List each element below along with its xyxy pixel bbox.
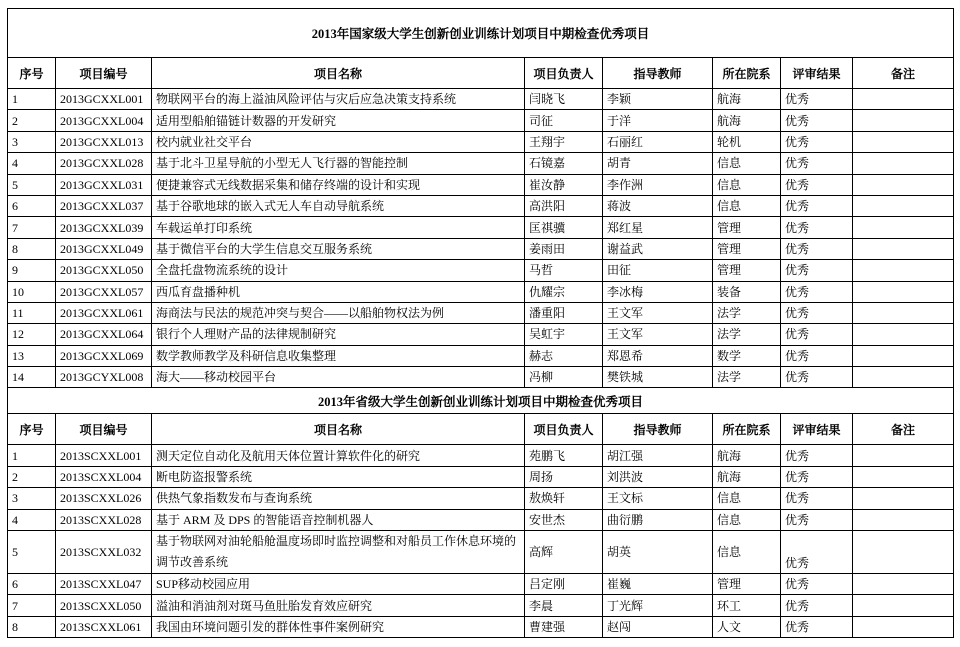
cell-code: 2013GCXXL069 bbox=[56, 345, 152, 366]
cell-advisor: 李冰梅 bbox=[603, 281, 713, 302]
cell-note bbox=[853, 595, 954, 616]
table-row bbox=[8, 238, 954, 259]
cell-result: 优秀 bbox=[781, 110, 853, 131]
cell-advisor: 丁光辉 bbox=[603, 595, 713, 616]
header-advisor: 指导教师 bbox=[603, 414, 713, 445]
table-row bbox=[8, 281, 954, 302]
cell-advisor: 曲衍鹏 bbox=[603, 509, 713, 530]
cell-name: 基于谷歌地球的嵌入式无人车自动导航系统 bbox=[152, 195, 525, 216]
cell-code: 2013GCXXL039 bbox=[56, 217, 152, 238]
table-row bbox=[8, 131, 954, 152]
cell-result: 优秀 bbox=[781, 367, 853, 388]
cell-code: 2013GCXXL037 bbox=[56, 195, 152, 216]
cell-leader: 司征 bbox=[525, 110, 603, 131]
cell-seq: 13 bbox=[8, 345, 56, 366]
cell-seq: 14 bbox=[8, 367, 56, 388]
cell-name: 溢油和消油剂对斑马鱼肚胎发育效应研究 bbox=[152, 595, 525, 616]
cell-name: 车载运单打印系统 bbox=[152, 217, 525, 238]
section2-title-row bbox=[8, 388, 954, 414]
cell-leader: 仇耀宗 bbox=[525, 281, 603, 302]
cell-name: 适用型船舶锚链计数器的开发研究 bbox=[152, 110, 525, 131]
cell-seq: 11 bbox=[8, 302, 56, 323]
cell-seq: 8 bbox=[8, 238, 56, 259]
header-note: 备注 bbox=[853, 414, 954, 445]
cell-leader: 姜雨田 bbox=[525, 238, 603, 259]
cell-name: 基于北斗卫星导航的小型无人飞行器的智能控制 bbox=[152, 153, 525, 174]
cell-result: 优秀 bbox=[781, 531, 853, 574]
table-row bbox=[8, 217, 954, 238]
cell-leader: 高辉 bbox=[525, 531, 603, 574]
cell-advisor: 胡江强 bbox=[603, 445, 713, 466]
cell-note bbox=[853, 324, 954, 345]
cell-name: 全盘托盘物流系统的设计 bbox=[152, 260, 525, 281]
cell-leader: 冯柳 bbox=[525, 367, 603, 388]
table-row bbox=[8, 324, 954, 345]
cell-department: 管理 bbox=[713, 217, 781, 238]
cell-note bbox=[853, 238, 954, 259]
cell-department: 管理 bbox=[713, 574, 781, 595]
cell-department: 管理 bbox=[713, 260, 781, 281]
cell-leader: 崔汝静 bbox=[525, 174, 603, 195]
table-row bbox=[8, 345, 954, 366]
cell-name: 断电防盗报警系统 bbox=[152, 466, 525, 487]
table-row bbox=[8, 89, 954, 110]
header-seq: 序号 bbox=[8, 58, 56, 89]
cell-note bbox=[853, 531, 954, 574]
cell-name: 便捷兼容式无线数据采集和储存终端的设计和实现 bbox=[152, 174, 525, 195]
cell-name: 物联网平台的海上溢油风险评估与灾后应急决策支持系统 bbox=[152, 89, 525, 110]
cell-department: 法学 bbox=[713, 367, 781, 388]
cell-note bbox=[853, 509, 954, 530]
cell-seq: 3 bbox=[8, 488, 56, 509]
cell-department: 信息 bbox=[713, 488, 781, 509]
cell-seq: 4 bbox=[8, 153, 56, 174]
cell-leader: 匡祺骥 bbox=[525, 217, 603, 238]
cell-seq: 12 bbox=[8, 324, 56, 345]
cell-name: 基于 ARM 及 DPS 的智能语音控制机器人 bbox=[152, 509, 525, 530]
table-row bbox=[8, 195, 954, 216]
section2-header-row bbox=[8, 414, 954, 445]
cell-advisor: 王文标 bbox=[603, 488, 713, 509]
cell-department: 数学 bbox=[713, 345, 781, 366]
cell-name: 基于物联网对油轮船舱温度场即时监控调整和对船员工作休息环境的调节改善系统 bbox=[152, 531, 525, 574]
header-name: 项目名称 bbox=[152, 414, 525, 445]
cell-seq: 1 bbox=[8, 445, 56, 466]
section1-header-row bbox=[8, 58, 954, 89]
table-row bbox=[8, 445, 954, 466]
cell-result: 优秀 bbox=[781, 89, 853, 110]
cell-name: 我国由环境问题引发的群体性事件案例研究 bbox=[152, 616, 525, 637]
table-row bbox=[8, 574, 954, 595]
cell-result: 优秀 bbox=[781, 174, 853, 195]
cell-name: 海大——移动校园平台 bbox=[152, 367, 525, 388]
cell-note bbox=[853, 616, 954, 637]
cell-code: 2013SCXXL032 bbox=[56, 531, 152, 574]
table-row bbox=[8, 302, 954, 323]
cell-note bbox=[853, 153, 954, 174]
cell-result: 优秀 bbox=[781, 509, 853, 530]
cell-code: 2013SCXXL061 bbox=[56, 616, 152, 637]
cell-name: 银行个人理财产品的法律规制研究 bbox=[152, 324, 525, 345]
cell-note bbox=[853, 89, 954, 110]
cell-department: 法学 bbox=[713, 302, 781, 323]
cell-result: 优秀 bbox=[781, 324, 853, 345]
cell-code: 2013GCXXL031 bbox=[56, 174, 152, 195]
cell-department: 信息 bbox=[713, 531, 781, 574]
cell-code: 2013GCXXL001 bbox=[56, 89, 152, 110]
cell-seq: 10 bbox=[8, 281, 56, 302]
cell-result: 优秀 bbox=[781, 445, 853, 466]
cell-leader: 李晨 bbox=[525, 595, 603, 616]
cell-seq: 4 bbox=[8, 509, 56, 530]
cell-department: 航海 bbox=[713, 445, 781, 466]
table-row bbox=[8, 367, 954, 388]
cell-name: 数学教师教学及科研信息收集整理 bbox=[152, 345, 525, 366]
table-row bbox=[8, 110, 954, 131]
cell-advisor: 崔巍 bbox=[603, 574, 713, 595]
cell-code: 2013GCXXL013 bbox=[56, 131, 152, 152]
cell-leader: 高洪阳 bbox=[525, 195, 603, 216]
cell-result: 优秀 bbox=[781, 153, 853, 174]
header-result: 评审结果 bbox=[781, 414, 853, 445]
cell-advisor: 王文军 bbox=[603, 324, 713, 345]
cell-note bbox=[853, 217, 954, 238]
cell-seq: 7 bbox=[8, 595, 56, 616]
table-row bbox=[8, 153, 954, 174]
cell-leader: 王翔宇 bbox=[525, 131, 603, 152]
cell-result: 优秀 bbox=[781, 131, 853, 152]
cell-name: 西瓜育盘播种机 bbox=[152, 281, 525, 302]
cell-result: 优秀 bbox=[781, 217, 853, 238]
cell-department: 信息 bbox=[713, 509, 781, 530]
cell-seq: 5 bbox=[8, 531, 56, 574]
table-row bbox=[8, 595, 954, 616]
cell-advisor: 王文军 bbox=[603, 302, 713, 323]
cell-note bbox=[853, 488, 954, 509]
cell-advisor: 郑恩希 bbox=[603, 345, 713, 366]
cell-department: 环工 bbox=[713, 595, 781, 616]
cell-seq: 3 bbox=[8, 131, 56, 152]
cell-code: 2013GCYXL008 bbox=[56, 367, 152, 388]
cell-leader: 马哲 bbox=[525, 260, 603, 281]
cell-code: 2013SCXXL001 bbox=[56, 445, 152, 466]
cell-result: 优秀 bbox=[781, 488, 853, 509]
cell-advisor: 田征 bbox=[603, 260, 713, 281]
cell-advisor: 刘洪波 bbox=[603, 466, 713, 487]
cell-name: 供热气象指数发布与查询系统 bbox=[152, 488, 525, 509]
header-leader: 项目负责人 bbox=[525, 58, 603, 89]
cell-seq: 6 bbox=[8, 195, 56, 216]
cell-seq: 8 bbox=[8, 616, 56, 637]
cell-leader: 吴虹宇 bbox=[525, 324, 603, 345]
cell-result: 优秀 bbox=[781, 595, 853, 616]
cell-note bbox=[853, 110, 954, 131]
cell-leader: 安世杰 bbox=[525, 509, 603, 530]
cell-result: 优秀 bbox=[781, 195, 853, 216]
cell-department: 信息 bbox=[713, 153, 781, 174]
cell-department: 航海 bbox=[713, 110, 781, 131]
cell-name: 校内就业社交平台 bbox=[152, 131, 525, 152]
cell-seq: 7 bbox=[8, 217, 56, 238]
cell-note bbox=[853, 174, 954, 195]
cell-advisor: 谢益武 bbox=[603, 238, 713, 259]
cell-result: 优秀 bbox=[781, 345, 853, 366]
cell-department: 航海 bbox=[713, 89, 781, 110]
cell-department: 装备 bbox=[713, 281, 781, 302]
cell-code: 2013GCXXL004 bbox=[56, 110, 152, 131]
cell-advisor: 石丽红 bbox=[603, 131, 713, 152]
cell-code: 2013SCXXL047 bbox=[56, 574, 152, 595]
cell-leader: 曹建强 bbox=[525, 616, 603, 637]
cell-seq: 2 bbox=[8, 466, 56, 487]
cell-department: 信息 bbox=[713, 195, 781, 216]
cell-advisor: 赵闯 bbox=[603, 616, 713, 637]
header-result: 评审结果 bbox=[781, 58, 853, 89]
cell-note bbox=[853, 466, 954, 487]
table-row bbox=[8, 509, 954, 530]
cell-name: 测天定位自动化及航用天体位置计算软件化的研究 bbox=[152, 445, 525, 466]
cell-seq: 2 bbox=[8, 110, 56, 131]
cell-result: 优秀 bbox=[781, 260, 853, 281]
cell-note bbox=[853, 345, 954, 366]
header-department: 所在院系 bbox=[713, 414, 781, 445]
cell-code: 2013GCXXL057 bbox=[56, 281, 152, 302]
cell-result: 优秀 bbox=[781, 238, 853, 259]
cell-note bbox=[853, 260, 954, 281]
header-name: 项目名称 bbox=[152, 58, 525, 89]
cell-department: 法学 bbox=[713, 324, 781, 345]
section1-title-row bbox=[8, 9, 954, 58]
cell-leader: 赫志 bbox=[525, 345, 603, 366]
cell-leader: 周扬 bbox=[525, 466, 603, 487]
cell-advisor: 胡青 bbox=[603, 153, 713, 174]
header-code: 项目编号 bbox=[56, 58, 152, 89]
cell-leader: 吕定刚 bbox=[525, 574, 603, 595]
cell-result: 优秀 bbox=[781, 616, 853, 637]
cell-department: 航海 bbox=[713, 466, 781, 487]
cell-seq: 9 bbox=[8, 260, 56, 281]
cell-note bbox=[853, 367, 954, 388]
cell-leader: 石镜嘉 bbox=[525, 153, 603, 174]
table-row bbox=[8, 531, 954, 574]
table-row bbox=[8, 616, 954, 637]
header-advisor: 指导教师 bbox=[603, 58, 713, 89]
cell-seq: 5 bbox=[8, 174, 56, 195]
cell-department: 人文 bbox=[713, 616, 781, 637]
header-seq: 序号 bbox=[8, 414, 56, 445]
cell-code: 2013GCXXL050 bbox=[56, 260, 152, 281]
cell-result: 优秀 bbox=[781, 574, 853, 595]
cell-code: 2013SCXXL050 bbox=[56, 595, 152, 616]
section1-title: 2013年国家级大学生创新创业训练计划项目中期检查优秀项目 bbox=[8, 9, 954, 58]
cell-leader: 闫晓飞 bbox=[525, 89, 603, 110]
cell-seq: 1 bbox=[8, 89, 56, 110]
cell-note bbox=[853, 302, 954, 323]
cell-department: 轮机 bbox=[713, 131, 781, 152]
cell-advisor: 樊铁城 bbox=[603, 367, 713, 388]
cell-note bbox=[853, 445, 954, 466]
header-leader: 项目负责人 bbox=[525, 414, 603, 445]
cell-seq: 6 bbox=[8, 574, 56, 595]
document bbox=[7, 8, 953, 638]
cell-result: 优秀 bbox=[781, 466, 853, 487]
cell-note bbox=[853, 195, 954, 216]
cell-advisor: 李作洲 bbox=[603, 174, 713, 195]
cell-result: 优秀 bbox=[781, 281, 853, 302]
header-code: 项目编号 bbox=[56, 414, 152, 445]
cell-advisor: 胡英 bbox=[603, 531, 713, 574]
cell-note bbox=[853, 131, 954, 152]
cell-note bbox=[853, 281, 954, 302]
cell-advisor: 于洋 bbox=[603, 110, 713, 131]
header-note: 备注 bbox=[853, 58, 954, 89]
cell-code: 2013SCXXL026 bbox=[56, 488, 152, 509]
cell-name: SUP移动校园应用 bbox=[152, 574, 525, 595]
cell-code: 2013SCXXL004 bbox=[56, 466, 152, 487]
cell-code: 2013GCXXL049 bbox=[56, 238, 152, 259]
cell-code: 2013GCXXL061 bbox=[56, 302, 152, 323]
cell-leader: 苑鹏飞 bbox=[525, 445, 603, 466]
cell-name: 基于微信平台的大学生信息交互服务系统 bbox=[152, 238, 525, 259]
cell-code: 2013GCXXL064 bbox=[56, 324, 152, 345]
cell-department: 信息 bbox=[713, 174, 781, 195]
cell-leader: 潘重阳 bbox=[525, 302, 603, 323]
cell-name: 海商法与民法的规范冲突与契合——以船舶物权法为例 bbox=[152, 302, 525, 323]
cell-advisor: 郑红星 bbox=[603, 217, 713, 238]
cell-note bbox=[853, 574, 954, 595]
cell-leader: 敖焕轩 bbox=[525, 488, 603, 509]
section2-title: 2013年省级大学生创新创业训练计划项目中期检查优秀项目 bbox=[8, 388, 954, 414]
table-row bbox=[8, 466, 954, 487]
table-row bbox=[8, 260, 954, 281]
cell-department: 管理 bbox=[713, 238, 781, 259]
project-table bbox=[7, 8, 954, 638]
cell-advisor: 蒋波 bbox=[603, 195, 713, 216]
cell-code: 2013SCXXL028 bbox=[56, 509, 152, 530]
header-department: 所在院系 bbox=[713, 58, 781, 89]
cell-advisor: 李颖 bbox=[603, 89, 713, 110]
cell-code: 2013GCXXL028 bbox=[56, 153, 152, 174]
table-row bbox=[8, 488, 954, 509]
table-row bbox=[8, 174, 954, 195]
cell-result: 优秀 bbox=[781, 302, 853, 323]
